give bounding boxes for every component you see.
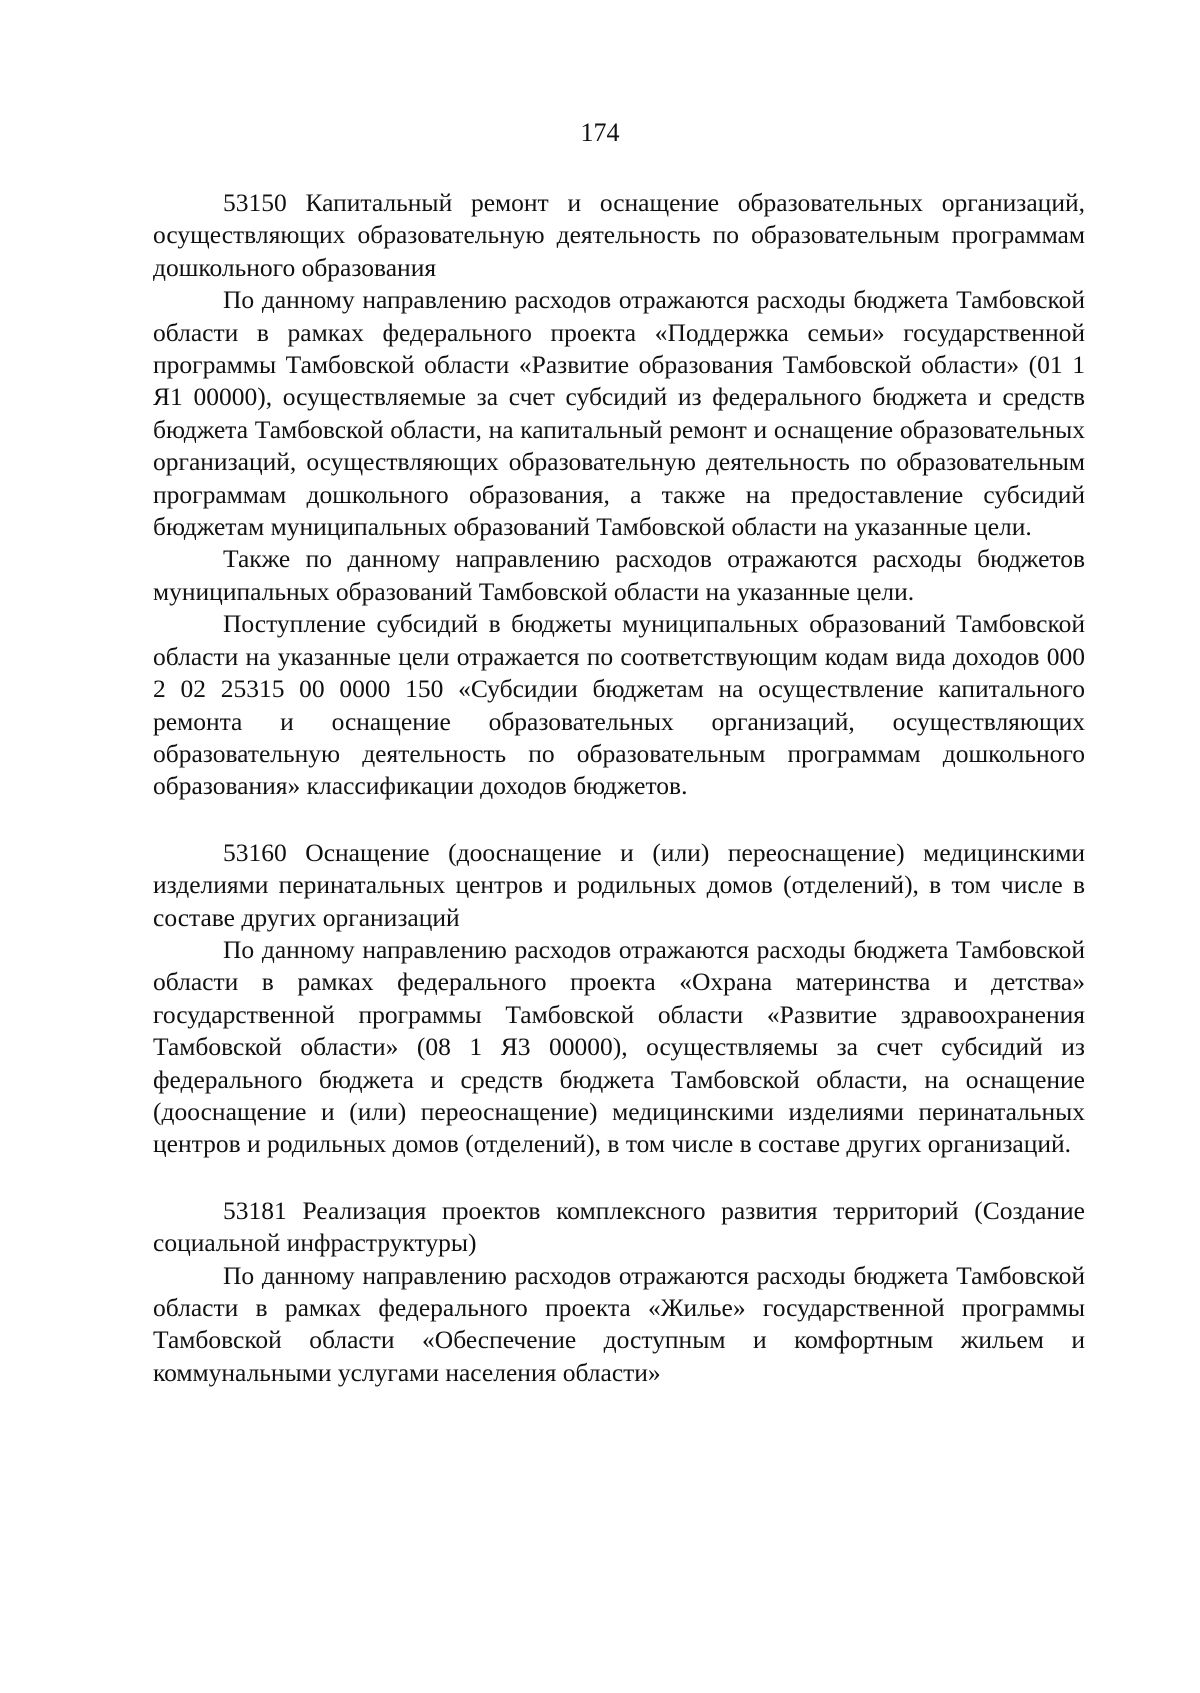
section-spacer (153, 1161, 1085, 1195)
section-heading: 53181 Реализация проектов комплексного развития территорий (Создание социальной инфраструктуры) (153, 1195, 1085, 1258)
section-spacer (153, 803, 1085, 837)
paragraph: Поступление субсидий в бюджеты муниципальных образований Тамбовской области на указанные цели отражается по соответствующим кодам вида доходов 000 2 02 25315 00 0000 150 «Субсидии бюджетам на осуществление капитального ремонта и оснащение образовательных организаций, осуществляющих образовательную деятельность по образовательным программам дошкольного образования» классификации доходов бюджетов. (153, 609, 1085, 801)
paragraph: По данному направлению расходов отражаются расходы бюджета Тамбовской области в рамках федерального проекта «Поддержка семьи» государственной программы Тамбовской области «Развитие образования Тамбовской области» (01 1 Я1 00000), осуществляемые за счет субсидий из федерального бюджета и средств бюджета Тамбовской области, на капитальный ремонт и оснащение образовательных организаций, осуществляющих образовательную деятельность по образовательным программам дошкольного образования, а также на предоставление субсидий бюджетам муниципальных образований Тамбовской области на указанные цели. (153, 285, 1085, 542)
section-53181 (153, 1195, 1085, 1389)
section-53150 (153, 187, 1085, 803)
section-heading: 53150 Капитальный ремонт и оснащение образовательных организаций, осуществляющих образовательную деятельность по образовательным программам дошкольного образования (153, 188, 1085, 282)
section-53160 (153, 837, 1085, 1161)
paragraph: По данному направлению расходов отражаются расходы бюджета Тамбовской области в рамках федерального проекта «Охрана материнства и детства» государственной программы Тамбовской области «Развитие здравоохранения Тамбовской области» (08 1 Я3 00000), осуществляемы за счет субсидий из федерального бюджета и средств бюджета Тамбовской области, на оснащение (дооснащение и (или) переоснащение) медицинскими изделиями перинатальных центров и родильных домов (отделений), в том числе в составе других организаций. (153, 934, 1085, 1159)
document-body (153, 187, 1085, 1389)
page-number: 174 (580, 118, 620, 147)
paragraph: По данному направлению расходов отражаются расходы бюджета Тамбовской области в рамках федерального проекта «Жилье» государственной программы Тамбовской области «Обеспечение доступным и комфортным жильем и коммунальными услугами населения области» (153, 1260, 1085, 1387)
section-heading: 53160 Оснащение (дооснащение и (или) переоснащение) медицинскими изделиями перинатальных центров и родильных домов (отделений), в том числе в составе других организаций (153, 837, 1085, 932)
paragraph: Также по данному направлению расходов отражаются расходы бюджетов муниципальных образований Тамбовской области на указанные цели. (153, 544, 1085, 606)
